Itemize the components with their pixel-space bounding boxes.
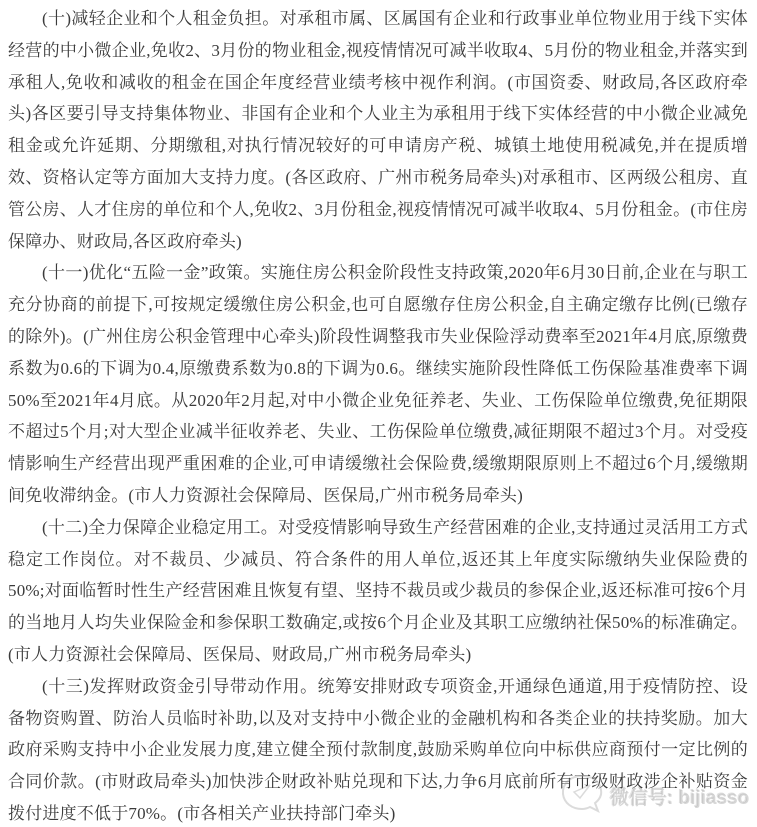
policy-paragraph-11: (十一)优化“五险一金”政策。实施住房公积金阶段性支持政策,2020年6月30日前,企业在与职工充分协商的前提下,可按规定缓缴住房公积金,也可自愿缴存住房公积金,自主确定缴存比例(已缴存的除外)。(广州住房公积金管理中心牵头)阶段性调整我市失业保险浮动费率至2021年4月底,原缴费系数为0.6的下调为0.4,原缴费系数为0.8的下调为0.6。继续实施阶段性降低工伤保险基准费率下调50%至2021年4月底。从2020年2月起,对中小微企业免征养老、失业、工伤保险单位缴费,免征期限不超过5个月;对大型企业减半征收养老、失业、工伤保险单位缴费,减征期限不超过3个月。对受疫情影响生产经营出现严重困难的企业,可申请缓缴社会保险费,缓缴期限原则上不超过6个月,缓缴期间免收滞纳金。(市人力资源社会保障局、医保局,广州市税务局牵头) — [8, 263, 748, 505]
watermark-wechat-id-label: 微信号: bijiasso — [610, 787, 750, 809]
policy-paragraph-10: (十)减轻企业和个人租金负担。对承租市属、区属国有企业和行政事业单位物业用于线下实体经营的中小微企业,免收2、3月份的物业租金,视疫情情况可减半收取4、5月份的物业租金,并落实到承租人,免收和减收的租金在国企年度经营业绩考核中视作利润。(市国资委、财政局,各区政府牵头)各区要引导支持集体物业、非国有企业和个人业主为承租用于线下实体经营的中小微企业减免租金或允许延期、分期缴租,对执行情况较好的可申请房产税、城镇土地使用税减免,并在提质增效、资格认定等方面加大支持力度。(各区政府、广州市税务局牵头)对承租市、区两级公租房、直管公房、人才住房的单位和个人,免收2、3月份租金,视疫情情况可减半收取4、5月份租金。(市住房保障办、财政局,各区政府牵头) — [8, 9, 748, 251]
policy-paragraph-12: (十二)全力保障企业稳定用工。对受疫情影响导致生产经营困难的企业,支持通过灵活用工方式稳定工作岗位。对不裁员、少减员、符合条件的用人单位,返还其上年度实际缴纳失业保险费的50%;对面临暂时性生产经营困难且恢复有望、坚持不裁员或少裁员的参保企业,返还标准可按6个月的当地月人均失业保险金和参保职工数确定,或按6个月企业及其职工应缴纳社保50%的标准确定。(市人力资源社会保障局、医保局、财政局,广州市税务局牵头) — [8, 517, 748, 664]
policy-text-body — [8, 3, 748, 827]
policy-paragraph-13: (十三)发挥财政资金引导带动作用。统筹安排财政专项资金,开通绿色通道,用于疫情防控、设备物资购置、防治人员临时补助,以及对支持中小微企业的金融机构和各类企业的扶持奖励。加大政府采购支持中小企业发展力度,建立健全预付款制度,鼓励采购单位向中标供应商预付一定比例的合同价款。(市财政局牵头)加快涉企财政补贴兑现和下达,力争6月底前所有市级财政涉企补贴资金拨付进度不低于70%。(市各相关产业扶持部门牵头) — [8, 676, 748, 823]
